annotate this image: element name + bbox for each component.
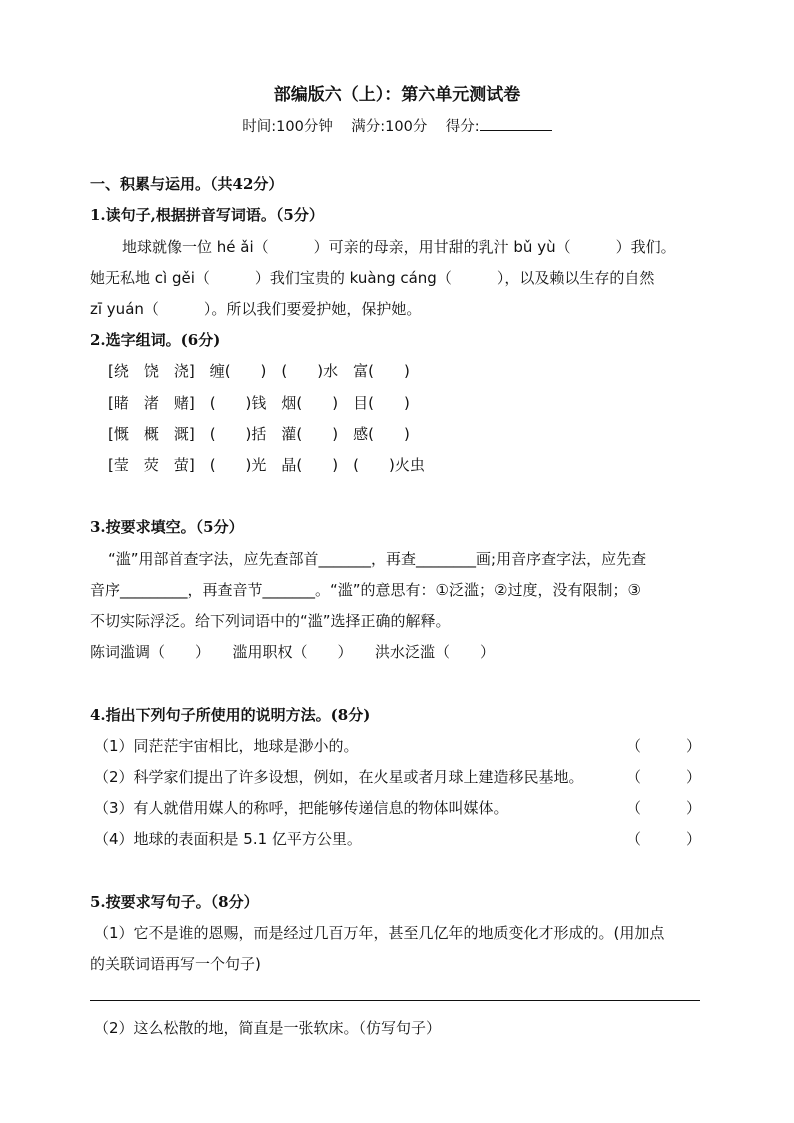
q3-line3: 不切实际浮泛。给下列词语中的“滥”选择正确的解释。 [90,612,451,630]
answer-paren: （ ） [626,768,702,786]
q4-item: （3）有人就借用媒人的称呼，把能够传递信息的物体叫媒体。 [94,799,509,817]
q2-row: [慨 概 溉] ( )括 灌( ) 感( ) [108,425,410,443]
exam-meta [0,115,794,136]
section-heading: 一、积累与运用。（共42分） [90,175,284,193]
score-label: 得分: [445,119,480,135]
q5-item2: （2）这么松散的地，简直是一张软床。（仿写句子） [94,1019,442,1037]
score-blank[interactable] [480,116,552,131]
answer-paren: （ ） [626,830,702,848]
q4-item: （2）科学家们提出了许多设想，例如，在火星或者月球上建造移民基地。 [94,768,584,786]
q3-heading: 3.按要求填空。（5分） [90,518,244,536]
q2-row: [莹 荧 萤] ( )光 晶( ) ( )火虫 [108,456,425,474]
page-title: 部编版六（上）：第六单元测试卷 [273,85,521,105]
q5-item1-line2: 的关联词语再写一个句子) [90,955,261,973]
q3-line1: “滥”用部首查字法，应先查部首_______，再查________画;用音序查字法，应先查 [108,550,647,568]
q2-row: [绕 饶 浇] 缠( ) ( )水 富( ) [108,362,410,380]
q2-row: [睹 渚 赌] ( )钱 烟( ) 目( ) [108,394,410,412]
q3-line2: 音序_________，再查音节_______。“滥”的意思有：①泛滥；②过度，没有限制；③ [90,581,641,599]
q1-heading: 1.读句子,根据拼音写词语。（5分） [90,206,324,224]
time-label: 时间:100分钟 [242,119,333,135]
full-score-label: 满分:100分 [351,119,428,135]
q4-item: （1）同茫茫宇宙相比，地球是渺小的。 [94,737,359,755]
q1-line2: 她无私地 cì gěi（ ）我们宝贵的 kuàng cáng（ ），以及赖以生存的自然 [90,269,655,287]
answer-paren: （ ） [626,737,702,755]
q4-heading: 4.指出下列句子所使用的说明方法。(8分) [90,706,371,724]
q4-item: （4）地球的表面积是 5.1 亿平方公里。 [94,830,362,848]
q1-line1: 地球就像一位 hé ǎi（ ）可亲的母亲，用甘甜的乳汁 bǔ yù（ ）我们。 [122,238,676,256]
answer-paren: （ ） [626,799,702,817]
q5-heading: 5.按要求写句子。（8分） [90,893,259,911]
q3-line4: 陈词滥调（ ） 滥用职权（ ） 洪水泛滥（ ） [90,643,496,661]
q1-line3: zī yuán（ ）。所以我们要爱护她，保护她。 [90,300,422,318]
answer-line[interactable] [90,1000,700,1001]
q2-heading: 2.选字组词。(6分) [90,331,221,349]
q5-item1-line1: （1）它不是谁的恩赐，而是经过几百万年，甚至几亿年的地质变化才形成的。(用加点 [94,924,665,942]
